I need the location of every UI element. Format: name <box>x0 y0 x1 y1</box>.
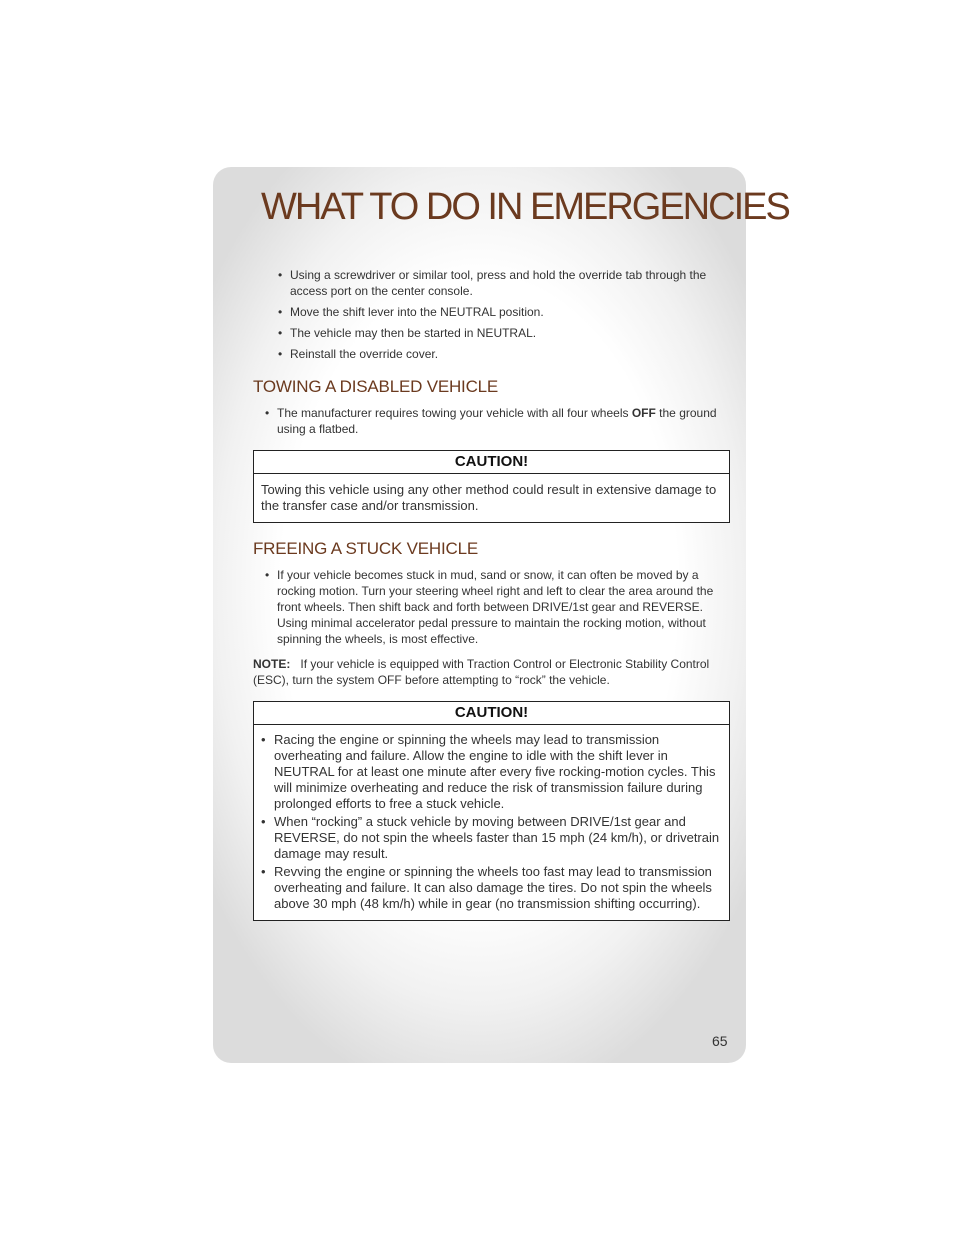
towing-bullet-list <box>265 405 723 437</box>
towing-bullet-text-end: the ground using a flatbed. <box>277 406 717 436</box>
list-item <box>265 405 723 437</box>
list-item: • When “rocking” a stuck vehicle by moving between DRIVE/1st gear and REVERSE, do not spin the wheels faster than 15 mph (24 km/h), or drivetrain damage may result. <box>261 814 723 862</box>
freeing-bullet-list <box>265 567 720 647</box>
list-item: • Reinstall the override cover. <box>278 346 710 362</box>
towing-heading: TOWING A DISABLED VEHICLE <box>253 377 499 396</box>
towing-bullet-bold: OFF <box>631 406 656 420</box>
list-item: • Move the shift lever into the NEUTRAL position. <box>278 304 710 320</box>
list-item: • Revving the engine or spinning the wheels too fast may lead to transmission overheating and failure. It can also damage the tires. Do not spin the wheels above 30 mph (48 km/h) while in gear (no transmission shifting occurring). <box>261 864 723 912</box>
caution-text: Towing this vehicle using any other method could result in extensive damage to the transfer case and/or transmission. <box>261 482 717 513</box>
towing-bullet-text: The manufacturer requires towing your vehicle with all four wheels <box>277 406 632 420</box>
list-item: • Racing the engine or spinning the wheels may lead to transmission overheating and failure. Allow the engine to idle with the shift lever in NEUTRAL for at least one minute after every five rocking-motion cycles. This will minimize overheating and reduce the risk of transmission failure during prolonged efforts to free a stuck vehicle. <box>261 732 723 812</box>
note-paragraph <box>253 656 723 688</box>
page-title: WHAT TO DO IN EMERGENCIES <box>261 186 789 228</box>
towing-caution-box <box>253 450 730 523</box>
caution-heading: CAUTION! <box>254 702 729 725</box>
list-item: • The vehicle may then be started in NEUTRAL. <box>278 325 710 341</box>
caution-bullet-list <box>254 725 729 920</box>
list-item: • If your vehicle becomes stuck in mud, sand or snow, it can often be moved by a rocking motion. Turn your steering wheel right and left to clear the area around the front wheels. Then shift back and forth between DRIVE/1st gear and REVERSE. Using minimal accelerator pedal pressure to maintain the rocking motion, without spinning the wheels, is most effective. <box>265 567 720 647</box>
freeing-heading: FREEING A STUCK VEHICLE <box>253 539 478 558</box>
intro-bullet-list <box>278 267 710 362</box>
caution-heading: CAUTION! <box>254 451 729 474</box>
note-text: If your vehicle is equipped with Traction Control or Electronic Stability Control (ESC), turn the system OFF before attempting to “rock” the vehicle. <box>253 657 710 687</box>
list-item: • Using a screwdriver or similar tool, press and hold the override tab through the access port on the center console. <box>278 267 710 299</box>
note-label: NOTE: <box>253 657 291 671</box>
freeing-caution-box <box>253 701 730 921</box>
page-number: 65 <box>712 1033 728 1049</box>
